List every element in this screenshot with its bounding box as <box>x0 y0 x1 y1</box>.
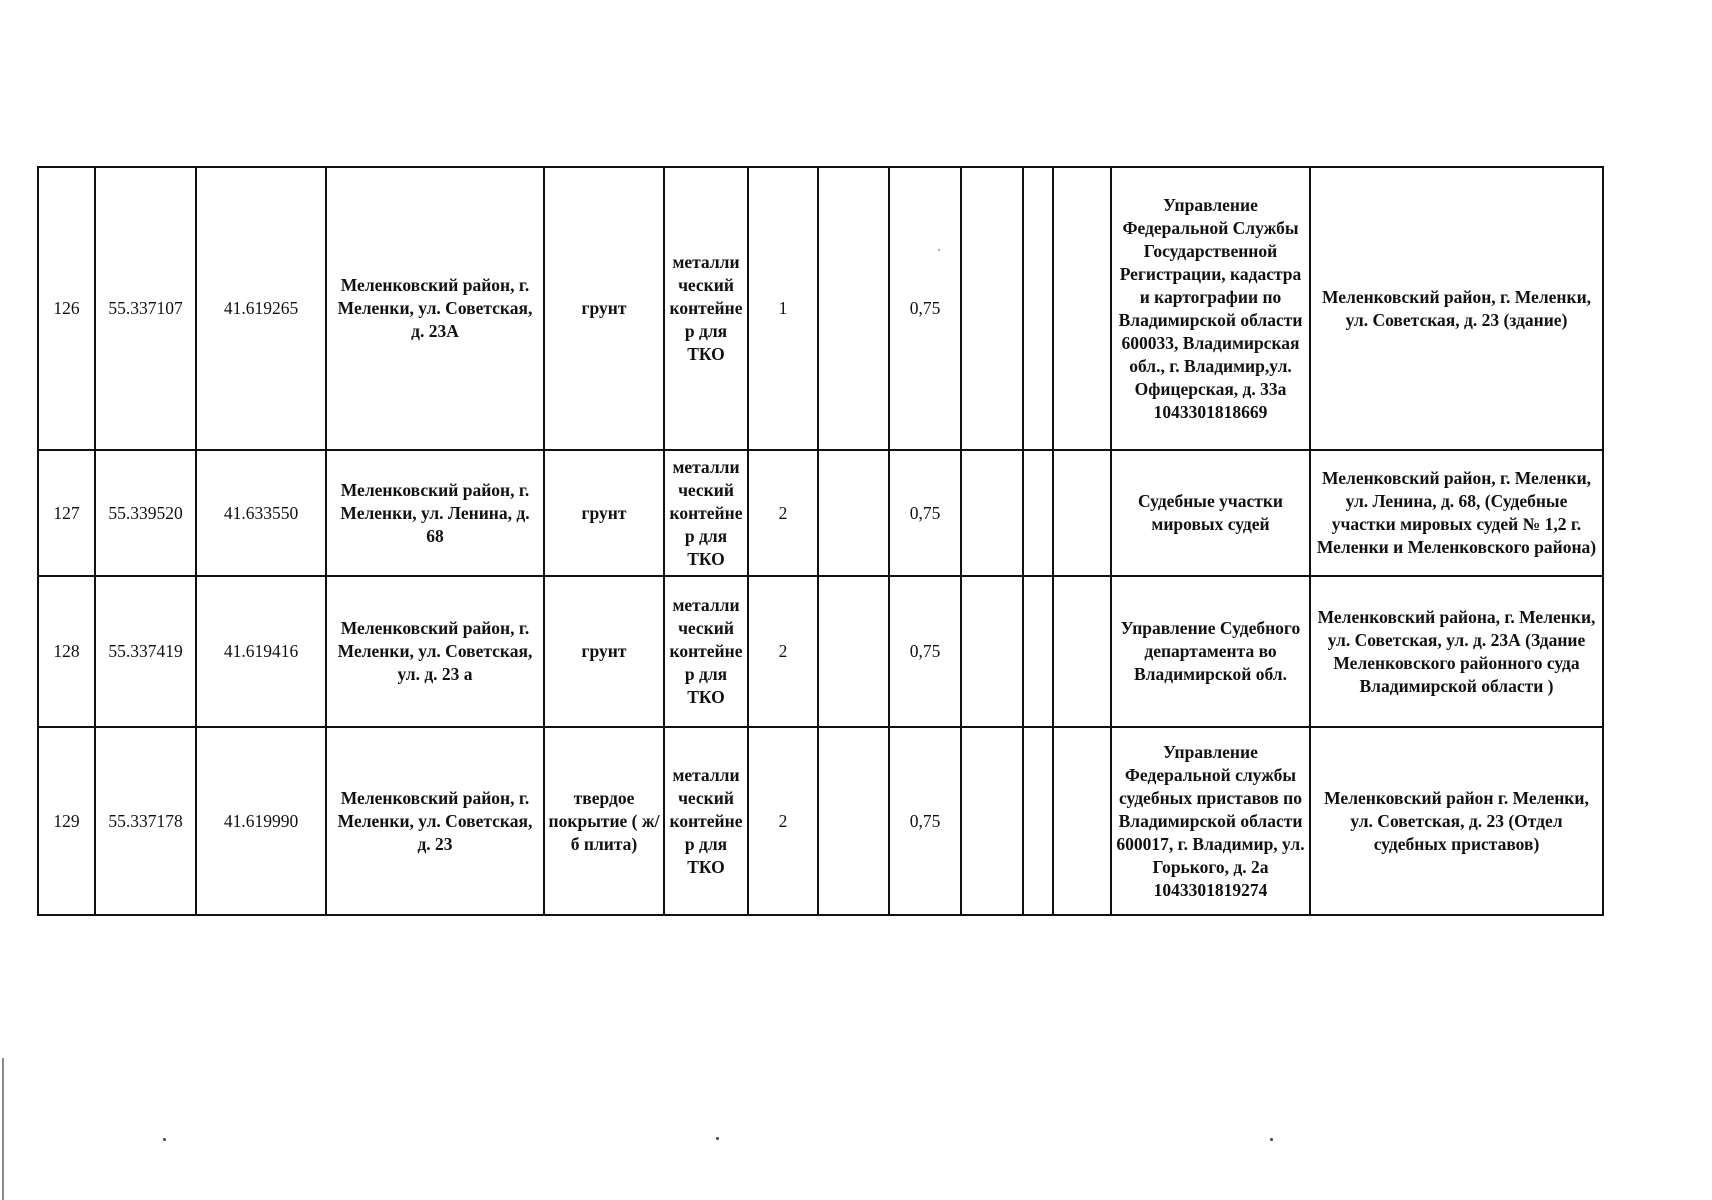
waste-source-cell: Меленковский район, г. Меленки, ул. Советская, д. 23 (здание) <box>1310 167 1603 450</box>
surface-type-cell: твердое покрытие ( ж/б плита) <box>544 727 664 915</box>
scan-edge-mark <box>2 1058 4 1200</box>
owner-cell: Управление Федеральной Службы Государственной Регистрации, кадастра и картографии по Владимирской области 600033, Владимирская обл., г. Владимир,ул. Офицерская, д. 33а 1043301818669 <box>1111 167 1310 450</box>
container-type-cell: металли ческий контейне р для ТКО <box>664 576 748 727</box>
row-number-cell: 126 <box>38 167 95 450</box>
latitude-cell: 55.337419 <box>95 576 196 727</box>
empty-cell <box>1023 450 1053 576</box>
table-row <box>38 727 1603 915</box>
table-row <box>38 167 1603 450</box>
table-row <box>38 450 1603 576</box>
longitude-cell: 41.619265 <box>196 167 326 450</box>
empty-cell <box>1023 727 1053 915</box>
row-number-cell: 129 <box>38 727 95 915</box>
owner-cell: Судебные участки мировых судей <box>1111 450 1310 576</box>
scan-speck <box>716 1137 719 1140</box>
waste-source-cell: Меленковский района, г. Меленки, ул. Советская, ул. д. 23А (Здание Меленковского районного суда Владимирской области ) <box>1310 576 1603 727</box>
empty-cell <box>818 450 889 576</box>
empty-cell <box>818 167 889 450</box>
surface-type-cell: грунт <box>544 576 664 727</box>
longitude-cell: 41.619990 <box>196 727 326 915</box>
container-count-cell: 1 <box>748 167 818 450</box>
empty-cell <box>961 727 1023 915</box>
container-count-cell: 2 <box>748 576 818 727</box>
waste-source-cell: Меленковский район г. Меленки, ул. Советская, д. 23 (Отдел судебных приставов) <box>1310 727 1603 915</box>
waste-sites-registry-table <box>37 166 1604 916</box>
container-volume-cell: 0,75 <box>889 450 961 576</box>
empty-cell <box>1053 167 1111 450</box>
owner-cell: Управление Судебного департамента во Владимирской обл. <box>1111 576 1310 727</box>
scan-speck <box>163 1138 166 1141</box>
site-address-cell: Меленковский район, г. Меленки, ул. Советская, д. 23А <box>326 167 544 450</box>
surface-type-cell: грунт <box>544 450 664 576</box>
surface-type-cell: грунт <box>544 167 664 450</box>
owner-cell: Управление Федеральной службы судебных приставов по Владимирской области 600017, г. Владимир, ул. Горького, д. 2а 1043301819274 <box>1111 727 1310 915</box>
site-address-cell: Меленковский район, г. Меленки, ул. Советская, д. 23 <box>326 727 544 915</box>
container-type-cell: металли ческий контейне р для ТКО <box>664 167 748 450</box>
empty-cell <box>1023 576 1053 727</box>
waste-source-cell: Меленковский район, г. Меленки, ул. Ленина, д. 68, (Судебные участки мировых судей № 1,2 г. Меленки и Меленковского района) <box>1310 450 1603 576</box>
row-number-cell: 127 <box>38 450 95 576</box>
empty-cell <box>961 167 1023 450</box>
scan-speck <box>938 249 940 251</box>
container-type-cell: металли ческий контейне р для ТКО <box>664 450 748 576</box>
scan-speck <box>1270 1138 1273 1141</box>
longitude-cell: 41.633550 <box>196 450 326 576</box>
latitude-cell: 55.339520 <box>95 450 196 576</box>
empty-cell <box>818 576 889 727</box>
empty-cell <box>1053 450 1111 576</box>
empty-cell <box>1053 727 1111 915</box>
container-volume-cell: 0,75 <box>889 576 961 727</box>
container-count-cell: 2 <box>748 727 818 915</box>
empty-cell <box>1023 167 1053 450</box>
site-address-cell: Меленковский район, г. Меленки, ул. Советская, ул. д. 23 а <box>326 576 544 727</box>
container-type-cell: металли ческий контейне р для ТКО <box>664 727 748 915</box>
empty-cell <box>961 450 1023 576</box>
container-volume-cell: 0,75 <box>889 167 961 450</box>
longitude-cell: 41.619416 <box>196 576 326 727</box>
row-number-cell: 128 <box>38 576 95 727</box>
latitude-cell: 55.337107 <box>95 167 196 450</box>
empty-cell <box>818 727 889 915</box>
container-volume-cell: 0,75 <box>889 727 961 915</box>
latitude-cell: 55.337178 <box>95 727 196 915</box>
empty-cell <box>961 576 1023 727</box>
site-address-cell: Меленковский район, г. Меленки, ул. Ленина, д. 68 <box>326 450 544 576</box>
table-row <box>38 576 1603 727</box>
empty-cell <box>1053 576 1111 727</box>
container-count-cell: 2 <box>748 450 818 576</box>
